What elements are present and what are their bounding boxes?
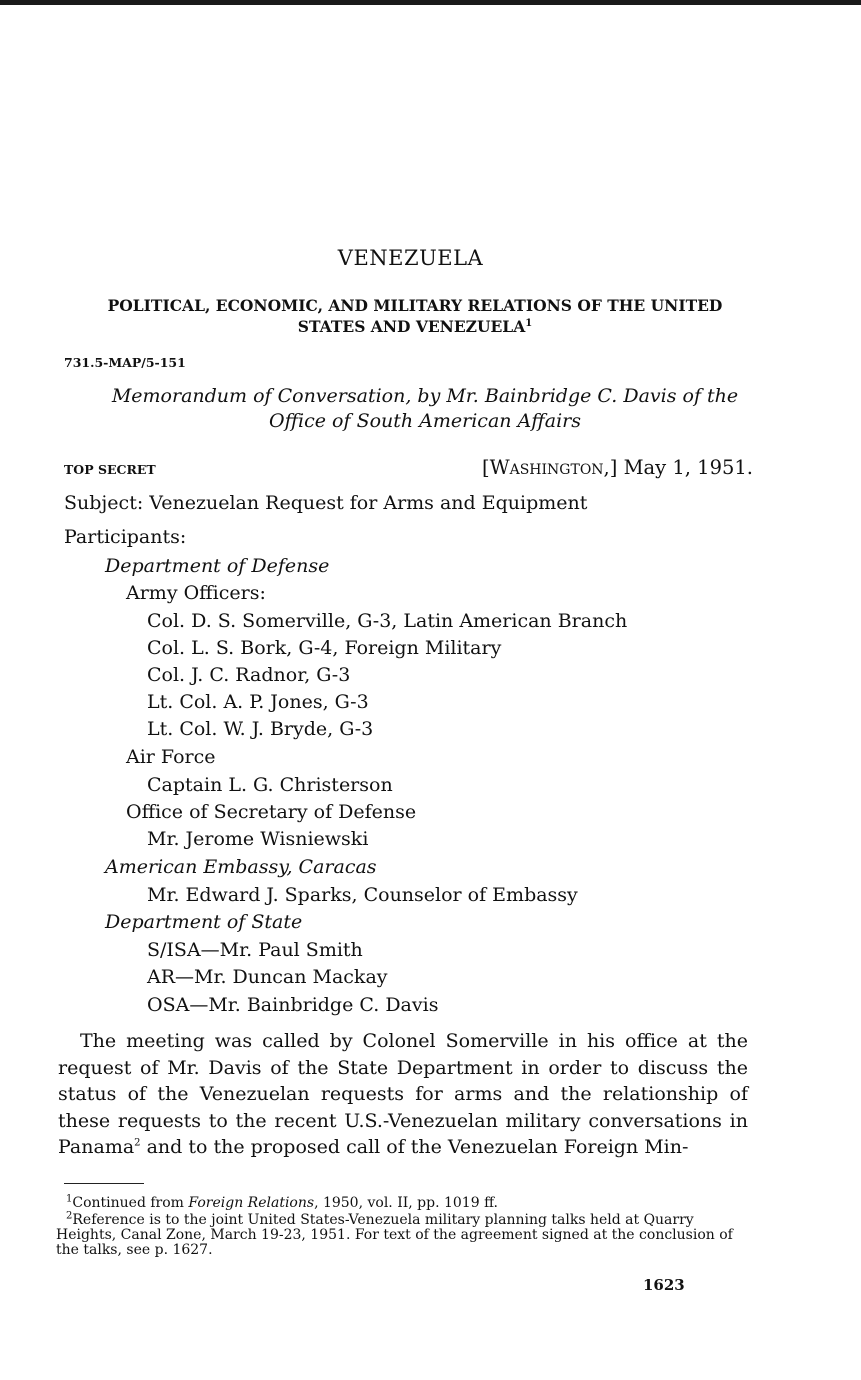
place-prefix: [ <box>481 456 490 479</box>
file-number: 731.5-MAP/5-151 <box>64 355 186 370</box>
footnote-1-text-italic: Foreign Relations <box>188 1195 315 1211</box>
classification: TOP SECRET <box>64 462 156 477</box>
page-number: 1623 <box>643 1276 685 1294</box>
heading-footnote-ref: 1 <box>525 317 533 329</box>
body-text-2: and to the proposed call of the Venezuelan Foreign Min- <box>140 1136 689 1158</box>
footnote-2 <box>56 1210 746 1258</box>
osd-label: Office of Secretary of Defense <box>126 801 417 823</box>
state-label: Department of State <box>105 911 303 933</box>
footnote-1-text-pre: Continued from <box>72 1195 189 1211</box>
participant-army-5: Lt. Col. W. J. Bryde, G-3 <box>147 718 374 740</box>
footnote-1 <box>56 1193 746 1211</box>
memo-title <box>40 384 810 434</box>
body-paragraph <box>58 1028 748 1161</box>
memo-title-line-1: Memorandum of Conversation, by Mr. Bainbridge C. Davis of the <box>111 385 739 407</box>
army-officers-label: Army Officers: <box>126 582 266 604</box>
memo-title-line-2: Office of South American Affairs <box>269 410 581 432</box>
footnote-1-mark: 1 <box>66 1193 73 1205</box>
footnote-rule <box>64 1183 144 1184</box>
place-suffix: ,] <box>603 456 618 479</box>
dod-label: Department of Defense <box>105 555 330 577</box>
participant-army-2: Col. L. S. Bork, G-4, Foreign Military <box>147 637 502 659</box>
participants-label: Participants: <box>64 526 187 548</box>
place: Washington <box>489 456 604 479</box>
participant-embassy: Mr. Edward J. Sparks, Counselor of Embassy <box>147 884 578 906</box>
body-footnote-ref: 2 <box>134 1137 141 1149</box>
participant-army-4: Lt. Col. A. P. Jones, G-3 <box>147 691 369 713</box>
footnote-2-text: Reference is to the joint United States-Venezuela military planning talks held at Quarry Heights, Canal Zone, March 19-23, 1951. For text of the agreement signed at the conclusion of the talks, see p. 1627. <box>56 1212 733 1258</box>
dateline <box>482 456 753 479</box>
footnote-2-mark: 2 <box>66 1210 73 1222</box>
heading-line-2: STATES AND VENEZUELA <box>297 317 526 336</box>
participant-osd: Mr. Jerome Wisniewski <box>147 828 369 850</box>
participant-state-2: AR—Mr. Duncan Mackay <box>147 966 388 988</box>
embassy-label: American Embassy, Caracas <box>105 856 377 878</box>
participant-army-1: Col. D. S. Somerville, G-3, Latin American Branch <box>147 610 628 632</box>
body-text-1: The meeting was called by Colonel Somerville in his office at the request of Mr. Davis of the State Department in order to discuss the status of the Venezuelan requests for arms and the relationship of these requests to the recent U.S.-Venezuelan military conversations in Panama <box>58 1030 748 1158</box>
heading-line-1: POLITICAL, ECONOMIC, AND MILITARY RELATIONS OF THE UNITED <box>107 296 723 315</box>
section-heading <box>40 295 790 337</box>
participant-state-1: S/ISA—Mr. Paul Smith <box>147 939 363 961</box>
country-title: VENEZUELA <box>337 246 484 270</box>
date: May 1, 1951. <box>623 456 753 479</box>
participant-state-3: OSA—Mr. Bainbridge C. Davis <box>147 994 439 1016</box>
airforce-label: Air Force <box>126 746 216 768</box>
page-top-border <box>0 0 861 5</box>
subject-line: Subject: Venezuelan Request for Arms and Equipment <box>64 492 588 514</box>
participant-airforce: Captain L. G. Christerson <box>147 774 393 796</box>
footnote-1-text-post: , 1950, vol. II, pp. 1019 ff. <box>314 1195 498 1211</box>
participant-army-3: Col. J. C. Radnor, G-3 <box>147 664 351 686</box>
